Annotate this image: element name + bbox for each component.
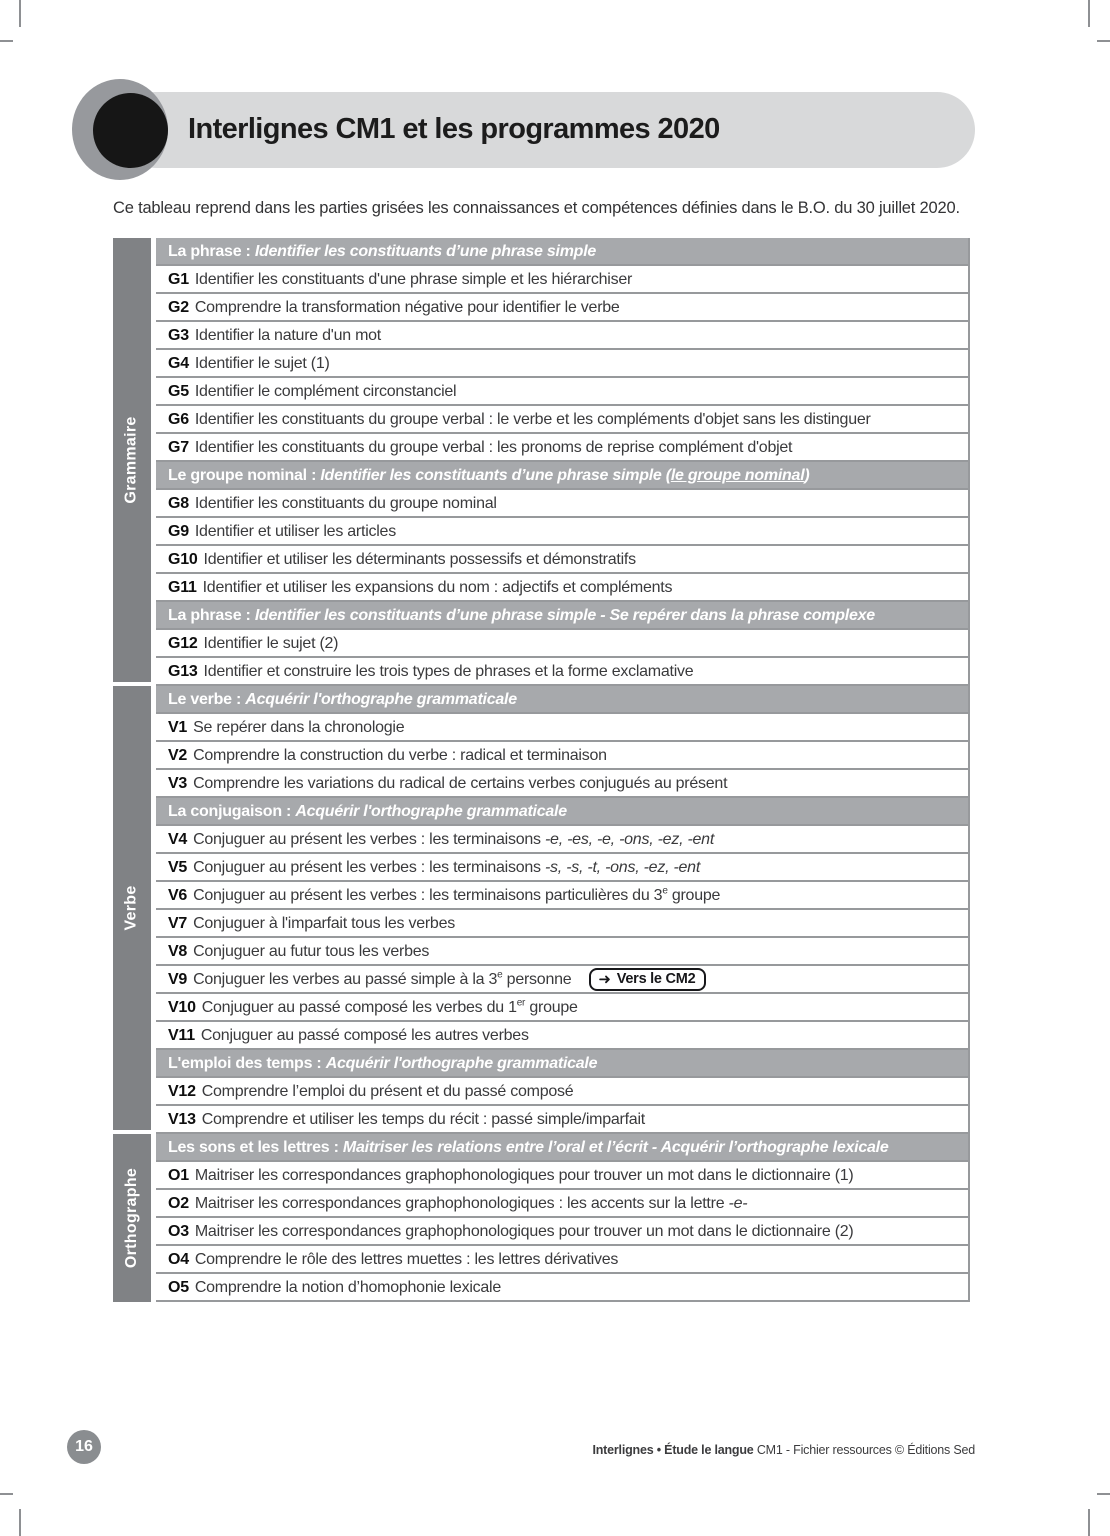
row-text: Identifier les constituants du groupe verbal : les pronoms de reprise complément d'objet	[194, 439, 793, 456]
category-text: Orthographe	[123, 1167, 141, 1269]
section-orthographe	[113, 1134, 970, 1302]
row-text: Comprendre l’emploi du présent et du passé composé	[201, 1083, 574, 1100]
row-code: G10	[168, 551, 198, 568]
row-code: V1	[168, 719, 188, 736]
row-G3	[156, 322, 970, 350]
row-code: G13	[168, 663, 198, 680]
row-text: La phrase :	[168, 243, 255, 260]
row-text: Conjuguer les verbes au passé simple à la 3	[193, 971, 498, 988]
row-text: Identifier le sujet (2)	[203, 635, 339, 652]
footer-credit-rest: CM1 - Fichier ressources © Éditions Sed	[756, 1443, 975, 1457]
arrow-right-icon: ➜	[598, 971, 611, 989]
section-header-row	[156, 686, 970, 714]
row-V12	[156, 1078, 970, 1106]
page-title: Interlignes CM1 et les programmes 2020	[188, 113, 720, 145]
row-text: Identifier et utiliser les déterminants possessifs et démonstratifs	[203, 551, 636, 568]
row-code: G5	[168, 383, 189, 400]
category-label-orthographe	[113, 1134, 151, 1302]
row-text: le groupe nominal	[670, 467, 805, 484]
row-code: V5	[168, 859, 188, 876]
row-code: G8	[168, 495, 189, 512]
row-code: V10	[168, 999, 196, 1016]
row-code: O2	[168, 1195, 189, 1212]
row-text: Identifier la nature d'un mot	[194, 327, 381, 344]
category-label-verbe	[113, 686, 151, 1134]
row-text: Identifier les constituants du groupe nominal	[194, 495, 497, 512]
row-G13	[156, 658, 970, 686]
row-text: Identifier les constituants d’une phrase simple (	[320, 467, 671, 484]
category-text: Grammaire	[123, 416, 141, 504]
row-text: personne	[502, 971, 572, 988]
row-V8	[156, 938, 970, 966]
row-text: Comprendre les variations du radical de certains verbes conjugués au présent	[193, 775, 728, 792]
row-V3	[156, 770, 970, 798]
section-header-row	[156, 602, 970, 630]
row-O4	[156, 1246, 970, 1274]
section-grammaire	[113, 238, 970, 686]
row-V1	[156, 714, 970, 742]
badge-label: Vers le CM2	[616, 971, 696, 988]
crop-mark	[0, 40, 13, 42]
row-code: G3	[168, 327, 189, 344]
row-text: Conjuguer au présent les verbes : les terminaisons	[193, 831, 545, 848]
row-code: O4	[168, 1251, 189, 1268]
row-text: Se repérer dans la chronologie	[193, 719, 405, 736]
row-text: -s, -s, -t, -ons, -ez, -ent	[544, 859, 701, 876]
row-text: La conjugaison :	[168, 803, 296, 820]
row-text: Maitriser les relations entre l’oral et l’écrit - Acquérir l’orthographe lexicale	[342, 1139, 889, 1156]
row-text: )	[804, 467, 810, 484]
section-rows	[156, 686, 970, 1134]
row-text: Comprendre le rôle des lettres muettes : les lettres dérivatives	[194, 1251, 619, 1268]
row-O5	[156, 1274, 970, 1302]
section-header-row	[156, 238, 970, 266]
crop-mark	[1097, 40, 1110, 42]
row-code: V9	[168, 971, 188, 988]
row-G5	[156, 378, 970, 406]
row-text: Identifier les constituants d’une phrase simple - Se repérer dans la phrase complexe	[254, 607, 875, 624]
row-G6	[156, 406, 970, 434]
row-G11	[156, 574, 970, 602]
row-G8	[156, 490, 970, 518]
row-code: G12	[168, 635, 198, 652]
row-V5	[156, 854, 970, 882]
crop-mark	[1088, 1509, 1090, 1536]
row-V13	[156, 1106, 970, 1134]
row-code: V8	[168, 943, 188, 960]
row-text: Le groupe nominal :	[168, 467, 321, 484]
row-G10	[156, 546, 970, 574]
row-code: V7	[168, 915, 188, 932]
vers-le-cm2-badge	[589, 968, 706, 991]
row-text: Conjuguer au présent les verbes : les terminaisons	[193, 859, 545, 876]
row-text: Les sons et les lettres :	[168, 1139, 343, 1156]
row-V10	[156, 994, 970, 1022]
row-text: Conjuguer à l'imparfait tous les verbes	[193, 915, 455, 932]
row-code: V13	[168, 1111, 196, 1128]
section-header-row	[156, 462, 970, 490]
row-G12	[156, 630, 970, 658]
row-code: G1	[168, 271, 189, 288]
row-text: Identifier et construire les trois types de phrases et la forme exclamative	[203, 663, 694, 680]
row-code: V3	[168, 775, 188, 792]
title-banner	[118, 92, 975, 168]
row-text: e	[497, 969, 503, 981]
crop-mark	[19, 0, 21, 27]
row-code: V11	[168, 1027, 195, 1044]
section-header-row	[156, 1134, 970, 1162]
row-text: Conjuguer au présent les verbes : les terminaisons particulières du 3	[193, 887, 663, 904]
row-text: La phrase :	[168, 607, 255, 624]
row-text: -e-	[728, 1195, 748, 1212]
row-text: Acquérir l'orthographe grammaticale	[295, 803, 567, 820]
row-text: Acquérir l'orthographe grammaticale	[325, 1055, 598, 1072]
row-V11	[156, 1022, 970, 1050]
row-text: Identifier et utiliser les expansions du nom : adjectifs et compléments	[202, 579, 673, 596]
row-text: groupe	[667, 887, 721, 904]
row-G4	[156, 350, 970, 378]
row-text: Identifier les constituants du groupe verbal : le verbe et les compléments d'objet sans les distinguer	[194, 411, 871, 428]
row-V4	[156, 826, 970, 854]
row-text: e	[662, 885, 668, 897]
section-rows	[156, 238, 970, 686]
row-code: G6	[168, 411, 189, 428]
row-V7	[156, 910, 970, 938]
row-text: Acquérir l'orthographe grammaticale	[245, 691, 517, 708]
row-text: Identifier le complément circonstanciel	[194, 383, 457, 400]
crop-mark	[1088, 0, 1090, 27]
row-text: groupe	[525, 999, 578, 1016]
row-code: O3	[168, 1223, 189, 1240]
row-code: G11	[168, 579, 197, 596]
row-code: G9	[168, 523, 189, 540]
programme-table	[113, 238, 970, 1302]
row-code: O5	[168, 1279, 189, 1296]
row-code: G2	[168, 299, 189, 316]
row-text: Maitriser les correspondances graphophonologiques pour trouver un mot dans le dictionnaire (1)	[194, 1167, 854, 1184]
row-text: Comprendre la construction du verbe : radical et terminaison	[193, 747, 607, 764]
row-code: V12	[168, 1083, 196, 1100]
crop-mark	[0, 1493, 13, 1495]
footer-credit	[592, 1443, 975, 1457]
page-number-badge: 16	[67, 1430, 101, 1464]
row-text: Comprendre la transformation négative pour identifier le verbe	[194, 299, 620, 316]
row-text: Identifier et utiliser les articles	[194, 523, 396, 540]
row-text: er	[516, 997, 526, 1009]
row-O3	[156, 1218, 970, 1246]
row-text: Maitriser les correspondances graphophonologiques : les accents sur la lettre	[194, 1195, 729, 1212]
row-text: Identifier les constituants d'une phrase simple et les hiérarchiser	[194, 271, 633, 288]
row-text: L'emploi des temps :	[168, 1055, 326, 1072]
intro-text: Ce tableau reprend dans les parties grisées les connaissances et compétences définies dans le B.O. du 30 juillet 2020.	[113, 199, 960, 217]
row-O2	[156, 1190, 970, 1218]
section-header-row	[156, 798, 970, 826]
crop-mark	[1097, 1493, 1110, 1495]
row-G2	[156, 294, 970, 322]
row-code: O1	[168, 1167, 189, 1184]
row-code: V4	[168, 831, 188, 848]
row-text: Le verbe :	[168, 691, 246, 708]
section-rows	[156, 1134, 970, 1302]
section-verbe	[113, 686, 970, 1134]
row-text: Conjuguer au futur tous les verbes	[193, 943, 430, 960]
logo-dot-icon	[93, 93, 168, 168]
row-V2	[156, 742, 970, 770]
row-G9	[156, 518, 970, 546]
category-label-grammaire	[113, 238, 151, 686]
row-G7	[156, 434, 970, 462]
category-text: Verbe	[123, 885, 140, 931]
row-code: V2	[168, 747, 188, 764]
row-text: Identifier le sujet (1)	[194, 355, 330, 372]
crop-mark	[19, 1509, 21, 1536]
section-header-row	[156, 1050, 970, 1078]
row-text: Conjuguer au passé composé les verbes du 1	[201, 999, 517, 1016]
row-text: Identifier les constituants d’une phrase simple	[254, 243, 597, 260]
row-V6	[156, 882, 970, 910]
row-text: Maitriser les correspondances graphophonologiques pour trouver un mot dans le dictionnaire (2)	[194, 1223, 854, 1240]
row-text: Comprendre la notion d’homophonie lexicale	[194, 1279, 501, 1296]
footer-credit-bold: Interlignes • Étude le langue	[592, 1443, 757, 1457]
row-O1	[156, 1162, 970, 1190]
row-G1	[156, 266, 970, 294]
row-text: Conjuguer au passé composé les autres verbes	[200, 1027, 529, 1044]
row-code: V6	[168, 887, 188, 904]
row-code: G4	[168, 355, 189, 372]
row-V9	[156, 966, 970, 994]
row-text: -e, -es, -e, -ons, -ez, -ent	[544, 831, 715, 848]
row-code: G7	[168, 439, 189, 456]
row-text: Comprendre et utiliser les temps du récit : passé simple/imparfait	[201, 1111, 645, 1128]
